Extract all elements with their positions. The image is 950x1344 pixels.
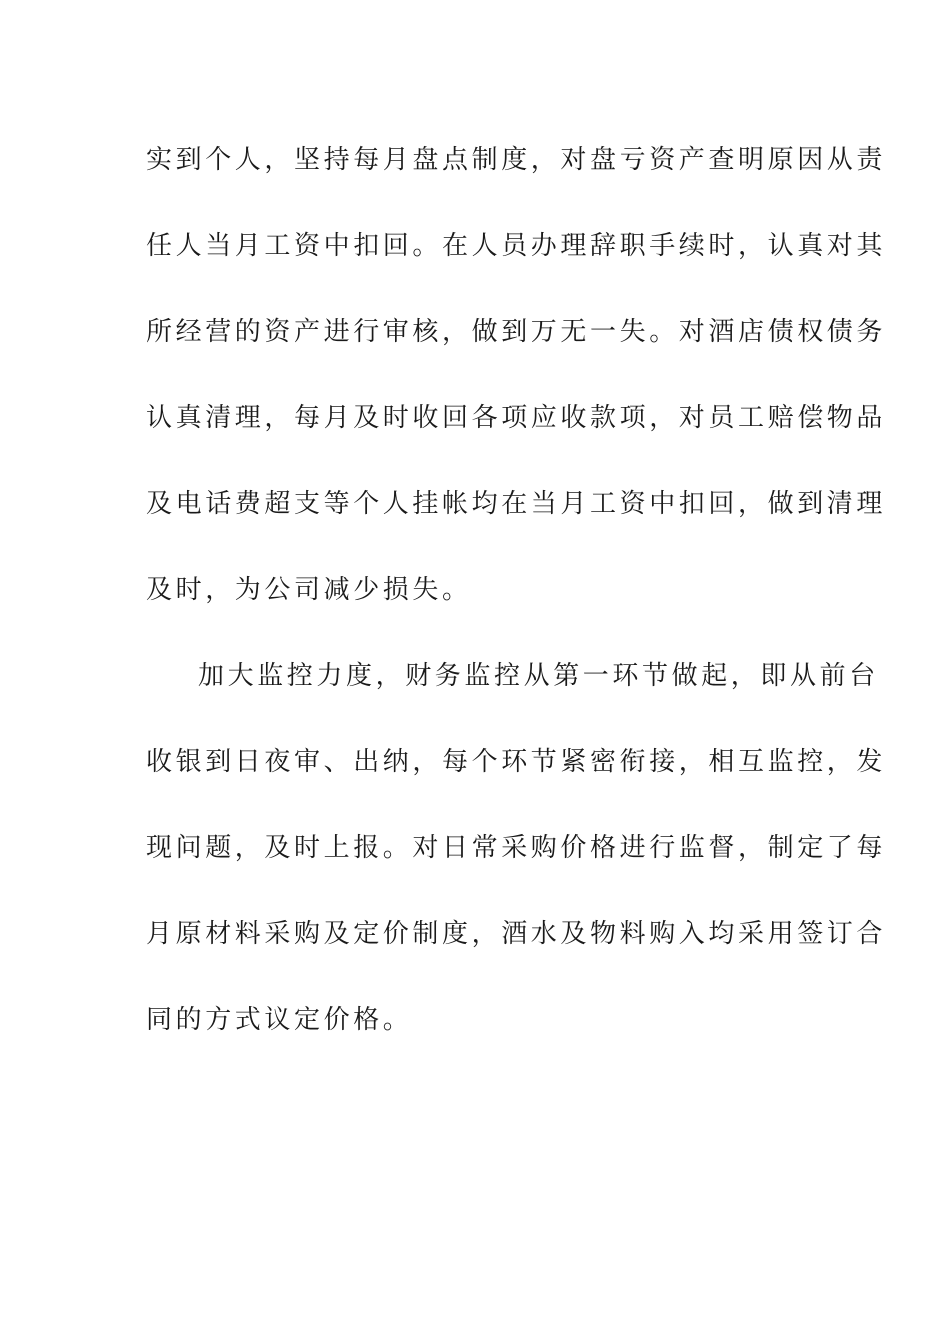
text-line: 现问题，及时上报。对日常采购价格进行监督，制定了每 (146, 833, 887, 863)
text-line: 同的方式议定价格。 (146, 1005, 413, 1035)
text-line: 认真清理，每月及时收回各项应收款项，对员工赔偿物品 (146, 403, 887, 433)
text-line: 及时，为公司减少损失。 (146, 575, 472, 605)
text-line: 所经营的资产进行审核，做到万无一失。对酒店债权债务 (146, 317, 887, 347)
text-line: 实到个人，坚持每月盘点制度，对盘亏资产查明原因从责 (146, 145, 887, 175)
text-line: 任人当月工资中扣回。在人员办理辞职手续时，认真对其 (146, 231, 887, 261)
text-line: 及电话费超支等个人挂帐均在当月工资中扣回，做到清理 (146, 489, 887, 519)
text-line: 加大监控力度，财务监控从第一环节做起，即从前台 (198, 661, 879, 691)
text-line: 月原材料采购及定价制度，酒水及物料购入均采用签订合 (146, 919, 887, 949)
document-body (146, 139, 887, 1085)
text-line: 收银到日夜审、出纳，每个环节紧密衔接，相互监控，发 (146, 747, 887, 777)
